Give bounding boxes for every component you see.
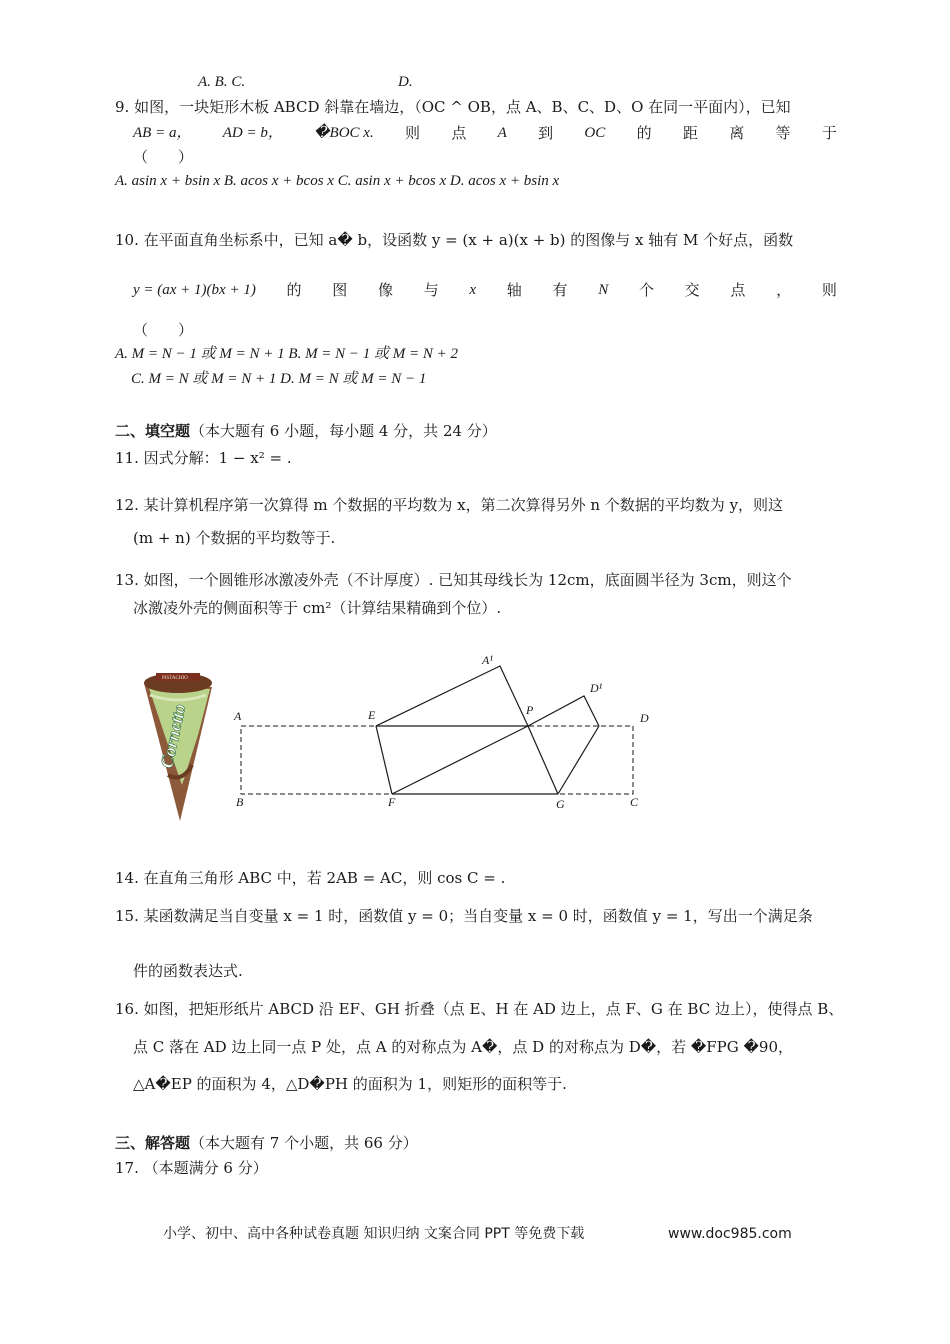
segment-gp bbox=[528, 726, 558, 794]
q9-line1: 9. 如图，一块矩形木板 ABCD 斜靠在墙边，（OC ^ OB，点 A、B、C、D、O 在同一平面内），已知 bbox=[115, 98, 791, 116]
label-f: F bbox=[388, 795, 396, 809]
q10-paren: （ ） bbox=[133, 321, 194, 339]
q9-paren: （ ） bbox=[133, 148, 194, 166]
folding-rectangle-diagram bbox=[228, 652, 658, 817]
q10-options-cd: C. M = N 或 M = N + 1 D. M = N 或 M = N − 1 bbox=[131, 371, 427, 387]
label-e: E bbox=[368, 708, 376, 722]
label-b: B bbox=[236, 795, 244, 809]
cone-brand-label: Cornetto bbox=[156, 702, 190, 770]
q12-line2: (m + n) 个数据的平均数等于. bbox=[133, 529, 336, 547]
flap-a1-e-p bbox=[376, 666, 528, 726]
footer-text: 小学、初中、高中各种试卷真题 知识归纳 文案合同 PPT 等免费下载 bbox=[163, 1226, 585, 1242]
q10-line1: 10. 在平面直角坐标系中，已知 a� b，设函数 y = (x + a)(x + b) 的图像与 x 轴有 M 个好点，函数 bbox=[115, 231, 794, 249]
q9-options: A. asin x + bsin x B. acos x + bcos x C. asin x + bcos x D. acos x + bsin x bbox=[115, 173, 560, 189]
q13-line1: 13. 如图，一个圆锥形冰激凌外壳（不计厚度）. 已知其母线长为 12cm，底面圆半径为 3cm，则这个 bbox=[115, 571, 792, 589]
q11: 11. 因式分解：1 − x² = . bbox=[115, 449, 292, 467]
q9-line2: AB = a， AD = b， �BOC x. 则 点 A 到 OC 的 距 离 等 于 bbox=[133, 124, 837, 142]
section3-heading: 三、解答题（本大题有 7 个小题，共 66 分） bbox=[115, 1134, 418, 1152]
q14: 14. 在直角三角形 ABC 中，若 2AB = AC，则 cos C = . bbox=[115, 869, 506, 887]
rectangle-abcd bbox=[241, 726, 633, 794]
label-p: P bbox=[526, 703, 534, 717]
label-c: C bbox=[630, 795, 639, 809]
q10-line2: y = (ax + 1)(bx + 1) 的 图 像 与 x 轴 有 N 个 交 点 ， 则 bbox=[133, 281, 837, 299]
ice-cream-cone-image bbox=[138, 665, 218, 825]
label-g: G bbox=[556, 797, 565, 811]
q16-line3: △A�EP 的面积为 4，△D�PH 的面积为 1，则矩形的面积等于. bbox=[133, 1075, 567, 1093]
label-a: A bbox=[234, 709, 242, 723]
segment-fp bbox=[392, 726, 528, 794]
q16-line2: 点 C 落在 AD 边上同一点 P 处，点 A 的对称点为 A�，点 D 的对称点为 D�，若 �FPG �90， bbox=[133, 1038, 793, 1056]
q8-options-abc: A. B. C. bbox=[198, 74, 246, 90]
q16-line1: 16. 如图，把矩形纸片 ABCD 沿 EF、GH 折叠（点 E、H 在 AD 边上，点 F、G 在 BC 边上），使得点 B、 bbox=[115, 1000, 844, 1018]
flap-d1-p-h bbox=[528, 696, 599, 726]
fold-line-gh bbox=[558, 726, 599, 794]
q13-line2: 冰激凌外壳的侧面积等于 cm²（计算结果精确到个位）. bbox=[133, 599, 502, 617]
q10-options-ab: A. M = N − 1 或 M = N + 1 B. M = N − 1 或 M = N + 2 bbox=[115, 346, 459, 362]
q8-option-d: D. bbox=[398, 74, 413, 90]
label-d1: D¹ bbox=[590, 681, 603, 695]
q17: 17. （本题满分 6 分） bbox=[115, 1159, 268, 1177]
fold-line-ef bbox=[376, 726, 392, 794]
q15-line2: 件的函数表达式. bbox=[133, 962, 243, 980]
cone-small-label: PISTACHIO bbox=[162, 676, 188, 681]
label-a1: A¹ bbox=[482, 653, 493, 667]
label-d: D bbox=[640, 711, 649, 725]
footer-url[interactable]: www.doc985.com bbox=[668, 1226, 792, 1242]
q12-line1: 12. 某计算机程序第一次算得 m 个数据的平均数为 x，第二次算得另外 n 个数据的平均数为 y，则这 bbox=[115, 496, 784, 514]
q15-line1: 15. 某函数满足当自变量 x = 1 时，函数值 y = 0；当自变量 x = 0 时，函数值 y = 1，写出一个满足条 bbox=[115, 907, 813, 925]
section2-heading: 二、填空题（本大题有 6 小题，每小题 4 分，共 24 分） bbox=[115, 422, 497, 440]
